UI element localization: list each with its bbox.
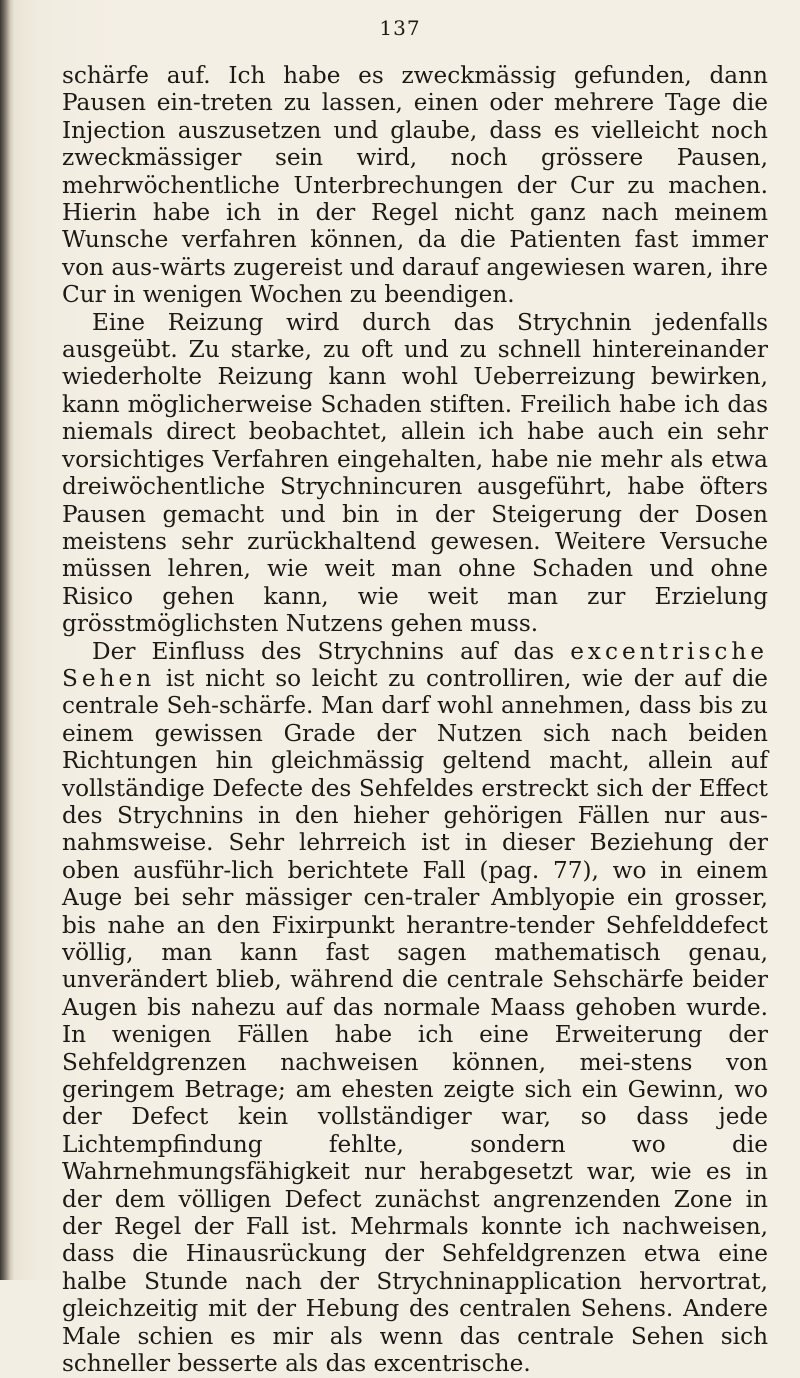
paragraph-2: Eine Reizung wird durch das Strychnin jedenfalls ausgeübt. Zu starke, zu oft und zu schnell hintereinander wiederholte Reizung kann wohl Ueberreizung bewirken, kann möglicherweise Schaden stiften. Freilich habe ich das niemals direct beobachtet, allein ich habe auch ein sehr vorsichtiges Verfahren eingehalten, habe nie mehr als etwa dreiwöchentliche Strychnincuren ausgeführt, habe öfters Pausen gemacht und bin in der Steigerung der Dosen meistens sehr zurückhaltend gewesen. Weitere Versuche müssen lehren, wie weit man ohne Schaden und ohne Risico gehen kann, wie weit man zur Erzielung grösstmöglichsten Nutzens gehen muss. [62, 308, 768, 638]
emphasized-term: excentrische Sehen [62, 637, 768, 692]
page-number: 137 [379, 16, 421, 40]
paragraph-3-start: Der Einfluss des Strychnins auf das [92, 637, 571, 665]
paragraph-3-rest: ist nicht so leicht zu controlliren, wie der auf die centrale Seh-schärfe. Man darf wohl annehmen, dass bis zu einem gewissen Grade der Nutzen sich nach beiden Richtungen hin gleichmässig geltend macht, allein auf vollständige Defecte des Sehfeldes erstreckt sich der Effect des Strychnins in den hieher gehörigen Fällen nur aus-nahmsweise. Sehr lehrreich ist in dieser Beziehung der oben ausführ-lich berichtete Fall (pag. 77), wo in einem Auge bei sehr mässiger cen-traler Amblyopie ein grosser, bis nahe an den Fixirpunkt herantre-tender Sehfelddefect völlig, man kann fast sagen mathematisch genau, unverändert blieb, während die centrale Sehschärfe beider Augen bis nahezu auf das normale Maass gehoben wurde. In wenigen Fällen habe ich eine Erweiterung der Sehfeldgrenzen nachweisen können, mei-stens von geringem Betrage; am ehesten zeigte sich ein Gewinn, wo der Defect kein vollständiger war, so dass jede Lichtempfindung fehlte, sondern wo die Wahrnehmungsfähigkeit nur herabgesetzt war, wie es in der dem völligen Defect zunächst angrenzenden Zone in der Regel der Fall ist. Mehrmals konnte ich nachweisen, dass die Hinausrückung der Sehfeldgrenzen etwa eine halbe Stunde nach der Strychninapplication hervortrat, gleichzeitig mit der Hebung des centralen Sehens. Andere Male schien es mir als wenn das centrale Sehen sich schneller besserte als das excentrische. [62, 664, 768, 1378]
body-text [62, 62, 768, 1378]
paragraph-1: schärfe auf. Ich habe es zweckmässig gefunden, dann Pausen ein-treten zu lassen, einen oder mehrere Tage die Injection auszusetzen und glaube, dass es vielleicht noch zweckmässiger sein wird, noch grössere Pausen, mehrwöchentliche Unterbrechungen der Cur zu machen. Hierin habe ich in der Regel nicht ganz nach meinem Wunsche verfahren können, da die Patienten fast immer von aus-wärts zugereist und darauf angewiesen waren, ihre Cur in wenigen Wochen zu beendigen. [62, 62, 768, 309]
page-binding-shadow [0, 0, 14, 1280]
paragraph-3 [62, 638, 768, 1378]
